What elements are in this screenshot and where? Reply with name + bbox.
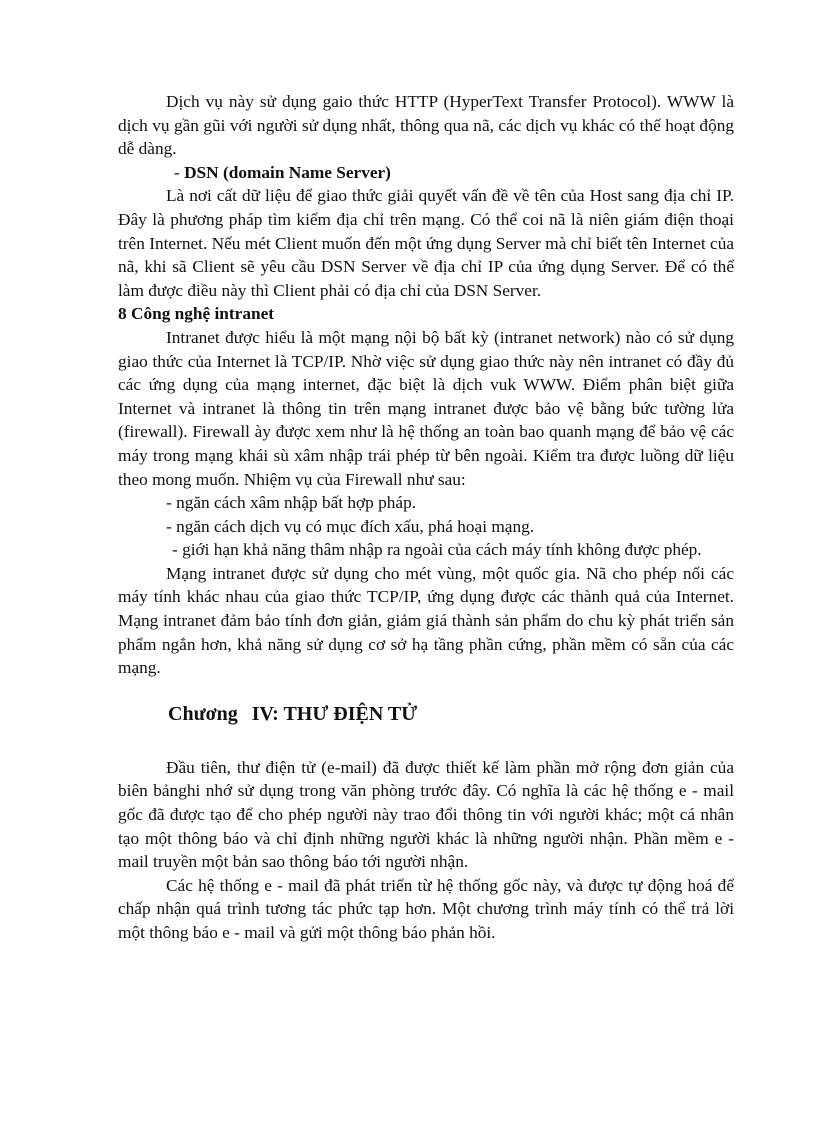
paragraph-www: Dịch vụ này sử dụng gaio thức HTTP (HyperText Transfer Protocol). WWW là dịch vụ gần gũi với người sử dụng nhất, thông qua nã, các dịch vụ khác có thể hoạt động dễ dàng. [118,92,734,159]
chapter-label: Chương [168,702,238,725]
document-page [118,90,734,945]
paragraph-intranet: Intranet được hiểu là một mạng nội bộ bất kỳ (intranet network) nào có sử dụng giao thức của Internet là TCP/IP. Nhờ việc sử dụng giao thức này nên intranet có đầy đủ các ứng dụng của mạng internet, đặc biệt là dịch vuk WWW. Điểm phân biệt giữa Internet và intranet là thông tin trên mạng intranet được bảo vệ bằng bức tường lửa (firewall). Firewall ày được xem như là hệ thống an toàn bao quanh mạng để bảo vệ các máy trong mạng khái sù xâm nhập trái phép từ bên ngoài. Kiểm tra được luồng dữ liệu theo mong muốn. Nhiệm vụ của Firewall như sau: [118,327,734,489]
dsn-subheading [118,161,734,185]
paragraph-dsn: Là nơi cất dữ liệu để giao thức giải quyết vấn đề về tên của Host sang địa chỉ IP. Đây là phương pháp tìm kiếm địa chỉ trên mạng. Có thể coi nã là niên giám điện thoại trên Internet. Nếu mét Client muốn đến một ứng dụng Server mà chỉ biết tên Internet của nã, khi sã Client sẽ yêu cầu DSN Server về địa chỉ IP của ứng dụng Server. Để có thể làm được điều này thì Client phải có địa chỉ của DSN Server. [118,186,734,300]
list-item: - giới hạn khả năng thâm nhập ra ngoài của cách máy tính không được phép. [172,540,702,560]
list-item: - ngăn cách xâm nhập bất hợp pháp. [166,493,417,513]
chapter-title [168,700,734,728]
chapter-name: IV: THƯ ĐIỆN TỬ [251,702,418,725]
dsn-dash: - [174,162,185,182]
paragraph-email-intro: Đầu tiên, thư điện tử (e-mail) đã được thiết kế làm phần mở rộng đơn giản của biên bảnghi nhớ sử dụng trong văn phòng trước đây. Có nghĩa là các hệ thống e - mail gốc đã được tạo để cho phép người này trao đổi thông tin với người khác; một cá nhân tạo một thông báo và chỉ định những người khác là những người nhận. Phần mềm e - mail truyền một bản sao thông báo tới người nhận. [118,757,734,872]
dsn-title: DSN (domain Name Server) [184,162,391,182]
list-item: - ngăn cách dịch vụ có mục đích xấu, phá hoại mạng. [166,516,535,536]
section-heading-intranet: 8 Công nghệ intranet [118,304,275,324]
paragraph-email-evolution: Các hệ thống e - mail đã phát triển từ hệ thống gốc này, và được tự động hoá để chấp nhận quá trình tương tác phức tạp hơn. Một chương trình máy tính có thể trả lời một thông báo e - mail và gửi một thông báo phản hồi. [118,875,734,942]
paragraph-intranet-usage: Mạng intranet được sử dụng cho mét vùng, một quốc gia. Nã cho phép nối các máy tính khác nhau của giao thức TCP/IP, ứng dụng được các thành quả của Internet. Mạng intranet đảm bảo tính đơn giản, giảm giá thành sản phẩm do chu kỳ phát triển sản phẩm ngắn hơn, khả năng sử dụng cơ sở hạ tầng phần cứng, phần mềm có sẵn của các mạng. [118,563,734,678]
